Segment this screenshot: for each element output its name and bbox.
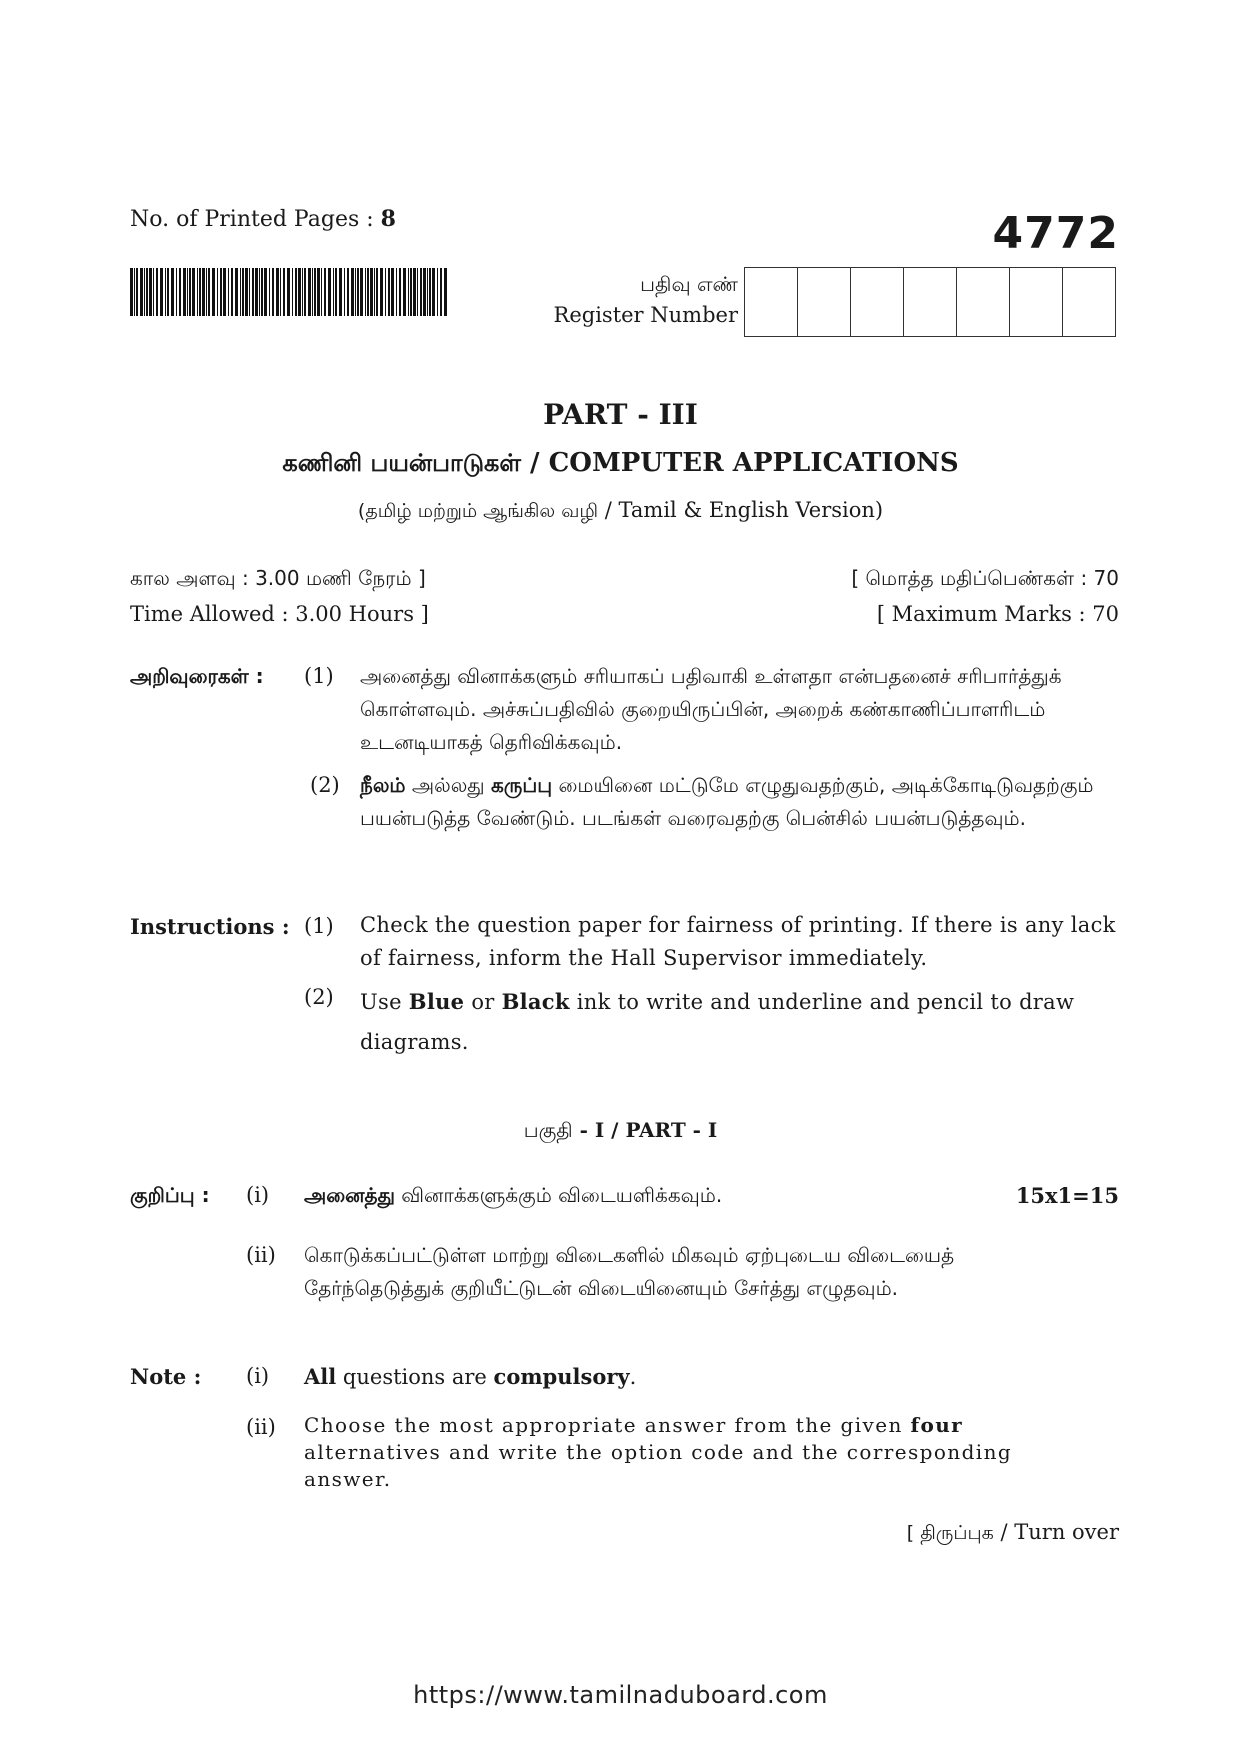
instruction-en-num-2: (2) xyxy=(304,985,334,1009)
note-ta-num-2: (ii) xyxy=(246,1243,276,1267)
time-allowed-en: Time Allowed : 3.00 Hours ] xyxy=(130,602,429,626)
instructions-ta-label: அறிவுரைகள் : xyxy=(130,664,264,688)
note-ta-label: குறிப்பு : xyxy=(130,1183,210,1207)
subject-ta: கணினி பயன்பாடுகள் xyxy=(282,449,521,477)
instruction-ta-num-1: (1) xyxy=(304,664,334,688)
register-label-ta: பதிவு எண் xyxy=(640,272,738,296)
note-en-1: All questions are compulsory. xyxy=(304,1364,637,1389)
printed-pages: No. of Printed Pages : 8 xyxy=(130,206,396,232)
register-number-boxes[interactable] xyxy=(744,267,1116,337)
note-ta-2: கொடுக்கப்பட்டுள்ள மாற்று விடைகளில் மிகவும் ஏற்புடைய விடையைத் தேர்ந்தெடுத்துக் குறியீட்டுடன் விடையினையும் சேர்த்து எழுதவும். xyxy=(304,1243,955,1300)
note-en-num-1: (i) xyxy=(246,1364,270,1388)
printed-pages-value: 8 xyxy=(380,206,396,232)
note-ta-1: அனைத்து வினாக்களுக்கும் விடையளிக்கவும். xyxy=(304,1183,723,1207)
register-label-en: Register Number xyxy=(553,303,738,327)
max-marks-ta: [ மொத்த மதிப்பெண்கள் : 70 xyxy=(851,566,1119,590)
turn-over: [ திருப்புக / Turn over xyxy=(906,1520,1119,1544)
max-marks-en: [ Maximum Marks : 70 xyxy=(876,602,1119,626)
part-title: PART - III xyxy=(543,398,698,431)
note-ta-num-1: (i) xyxy=(246,1183,270,1207)
register-digit-box[interactable] xyxy=(956,268,1009,336)
note-en-2: Choose the most appropriate answer from the given four alternatives and write the option code and the corresponding answer. xyxy=(304,1413,1013,1491)
note-marks: 15x1=15 xyxy=(1015,1183,1119,1208)
instruction-ta-1: அனைத்து வினாக்களும் சரியாகப் பதிவாகி உள்ளதா என்பதனைச் சரிபார்த்துக் கொள்ளவும். அச்சுப்பதிவில் குறையிருப்பின், அறைக் கண்காணிப்பாளரிடம் உடனடியாகத் தெரிவிக்கவும். xyxy=(360,664,1062,754)
time-allowed-ta: கால அளவு : 3.00 மணி நேரம் ] xyxy=(130,566,426,590)
section-heading: பகுதி - I / PART - I xyxy=(523,1118,718,1142)
instructions-en-label: Instructions : xyxy=(130,914,290,939)
footer-url[interactable]: https://www.tamilnaduboard.com xyxy=(413,1681,828,1709)
register-digit-box[interactable] xyxy=(903,268,956,336)
register-digit-box[interactable] xyxy=(1062,268,1115,336)
note-en-num-2: (ii) xyxy=(246,1415,276,1439)
register-digit-box[interactable] xyxy=(1009,268,1062,336)
register-digit-box[interactable] xyxy=(797,268,850,336)
register-digit-box[interactable] xyxy=(745,268,797,336)
note-en-label: Note : xyxy=(130,1364,202,1389)
barcode xyxy=(130,268,448,316)
instruction-en-2: Use Blue or Black ink to write and underline and pencil to draw diagrams. xyxy=(360,989,1075,1054)
instruction-en-num-1: (1) xyxy=(304,914,334,938)
subject-title: கணினி பயன்பாடுகள் / COMPUTER APPLICATIONS xyxy=(282,448,959,478)
subject-en: COMPUTER APPLICATIONS xyxy=(548,448,959,478)
version-line: (தமிழ் மற்றும் ஆங்கில வழி / Tamil & English Version) xyxy=(357,498,884,522)
instruction-ta-2: நீலம் அல்லது கருப்பு மையினை மட்டுமே எழுதுவதற்கும், அடிக்கோடிடுவதற்கும் பயன்படுத்த வேண்டும். படங்கள் வரைவதற்கு பென்சில் பயன்படுத்தவும். xyxy=(360,773,1094,830)
register-digit-box[interactable] xyxy=(850,268,903,336)
instruction-ta-num-2: (2) xyxy=(310,773,340,797)
paper-code: 4772 xyxy=(992,208,1119,259)
instruction-en-1: Check the question paper for fairness of printing. If there is any lack of fairness, inform the Hall Supervisor immediately. xyxy=(360,913,1116,970)
